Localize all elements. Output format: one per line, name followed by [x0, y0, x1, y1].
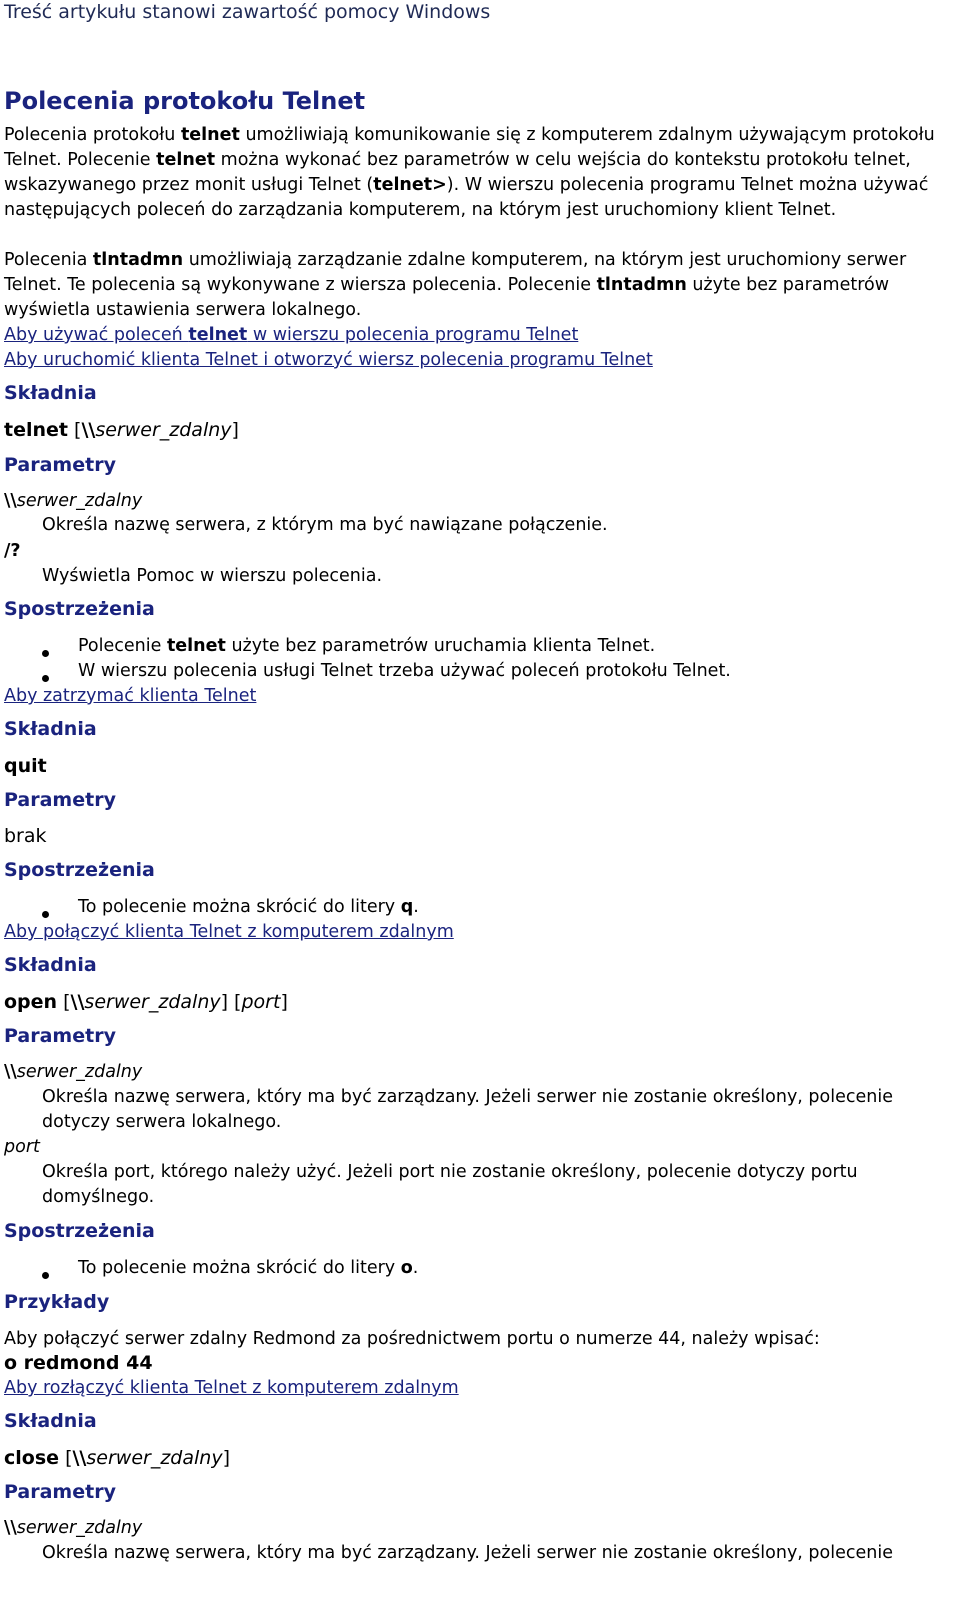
syntax-bracket: ] [231, 419, 239, 441]
intro-command: tlntadmn [596, 275, 687, 295]
syntax-slashes: \\ [72, 1447, 87, 1469]
syntax-bracket: [ [67, 419, 82, 441]
param-description: Określa nazwę serwera, który ma być zarządzany. Jeżeli serwer nie zostanie określony, polecenie dotyczy serwera lokalnego. [42, 1087, 893, 1132]
syntax-command: telnet [4, 419, 68, 441]
syntax-bracket: [ [59, 1447, 73, 1469]
bullet-icon [42, 642, 49, 662]
params-heading: Parametry [4, 1025, 116, 1047]
remarks-heading: Spostrzeżenia [4, 859, 155, 881]
link-use-telnet-commands[interactable] [4, 323, 578, 348]
link-start-telnet-client[interactable]: Aby uruchomić klienta Telnet i otworzyć wiersz polecenia programu Telnet [4, 350, 653, 370]
syntax-heading: Składnia [4, 382, 97, 404]
params-heading: Parametry [4, 1481, 116, 1503]
intro-text: można wykonać bez parametrów w celu wejścia do kontekstu protokołu telnet, wskazywanego przez monit usługi Telnet ( [4, 150, 911, 195]
link-text: Aby używać poleceń [4, 325, 189, 345]
param-description: Wyświetla Pomoc w wierszu polecenia. [42, 566, 383, 586]
syntax-parameter: port [241, 991, 281, 1013]
close-syntax [4, 1446, 230, 1471]
syntax-parameter: serwer_zdalny [95, 419, 232, 441]
remark-item [78, 634, 655, 659]
remark-text: To polecenie można skrócić do litery [78, 1258, 401, 1278]
params-none: brak [4, 825, 47, 847]
syntax-bracket: ] [222, 1447, 230, 1469]
intro-text: Polecenia protokołu [4, 125, 181, 145]
remark-command: o [400, 1258, 413, 1278]
syntax-heading: Składnia [4, 718, 97, 740]
intro-paragraph-1 [4, 123, 946, 223]
param-name-text: serwer_zdalny [16, 1518, 143, 1538]
intro-prompt: telnet> [373, 175, 447, 195]
param-name [4, 489, 142, 514]
remark-text: użyte bez parametrów uruchamia klienta Telnet. [225, 636, 656, 656]
syntax-heading: Składnia [4, 954, 97, 976]
param-slashes: \\ [4, 1518, 17, 1538]
intro-command: telnet [180, 125, 240, 145]
example-command: o redmond 44 [4, 1352, 153, 1374]
param-description: Określa port, którego należy użyć. Jeżeli port nie zostanie określony, polecenie dotyczy portu domyślnego. [42, 1162, 858, 1207]
remark-text: To polecenie można skrócić do litery [78, 897, 401, 917]
link-disconnect-telnet-client[interactable]: Aby rozłączyć klienta Telnet z komputerem zdalnym [4, 1378, 459, 1398]
param-name [4, 1516, 142, 1541]
intro-paragraph-2 [4, 248, 946, 323]
param-name [4, 1060, 142, 1085]
syntax-bracket: [ [57, 991, 71, 1013]
param-description: Określa nazwę serwera, z którym ma być nawiązane połączenie. [42, 515, 608, 535]
syntax-parameter: serwer_zdalny [84, 991, 221, 1013]
intro-text: Polecenia [4, 250, 93, 270]
page-title: Polecenia protokołu Telnet [4, 87, 366, 115]
remark-item [78, 895, 419, 920]
params-heading: Parametry [4, 454, 116, 476]
link-stop-telnet-client[interactable]: Aby zatrzymać klienta Telnet [4, 686, 257, 706]
syntax-heading: Składnia [4, 1410, 97, 1432]
intro-text: umożliwiają zarządzanie zdalne komputerem, na którym jest uruchomiony serwer Telnet. Te polecenia są wykonywane z wiersza polecenia. Polecenie [4, 250, 907, 295]
param-slashes: \\ [4, 491, 17, 511]
link-text: telnet [188, 325, 248, 345]
remark-command: telnet [166, 636, 226, 656]
remark-text: Polecenie [78, 636, 167, 656]
syntax-command: close [4, 1447, 60, 1469]
syntax-command: open [4, 991, 58, 1013]
param-description: Określa nazwę serwera, który ma być zarządzany. Jeżeli serwer nie zostanie określony, polecenie [42, 1543, 893, 1563]
intro-text: umożliwiają komunikowanie się z komputerem zdalnym używającym protokołu Telnet. Polecenie [4, 125, 935, 170]
syntax-bracket: ] [280, 991, 288, 1013]
intro-text: ). W wierszu polecenia programu Telnet można używać następujących poleceń do zarządzania komputerem, na którym jest uruchomiony klient Telnet. [4, 175, 929, 220]
example-text: Aby połączyć serwer zdalny Redmond za pośrednictwem portu o numerze 44, należy wpisać: [4, 1329, 820, 1349]
syntax-slashes: \\ [81, 419, 96, 441]
source-banner: Treść artykułu stanowi zawartość pomocy Windows [4, 1, 491, 23]
param-slashes: \\ [4, 1062, 17, 1082]
syntax-parameter: serwer_zdalny [86, 1447, 223, 1469]
open-syntax [4, 990, 288, 1015]
remark-item: W wierszu polecenia usługi Telnet trzeba używać poleceń protokołu Telnet. [78, 661, 731, 681]
syntax-bracket: ] [ [220, 991, 242, 1013]
param-name: /? [4, 541, 21, 561]
examples-heading: Przykłady [4, 1291, 110, 1313]
link-text: w wierszu polecenia programu Telnet [247, 325, 579, 345]
param-name: port [4, 1137, 40, 1157]
quit-syntax: quit [4, 755, 47, 777]
intro-command: tlntadmn [92, 250, 184, 270]
remark-item [78, 1256, 418, 1281]
params-heading: Parametry [4, 789, 116, 811]
param-name-text: serwer_zdalny [16, 491, 143, 511]
remark-text: . [413, 897, 419, 917]
remark-command: q [400, 897, 414, 917]
intro-text: użyte bez parametrów wyświetla ustawienia serwera lokalnego. [4, 275, 890, 320]
param-name-text: serwer_zdalny [16, 1062, 143, 1082]
telnet-syntax [4, 418, 239, 443]
intro-command: telnet [156, 150, 216, 170]
syntax-slashes: \\ [70, 991, 85, 1013]
remark-text: . [412, 1258, 419, 1278]
bullet-icon [42, 1264, 49, 1284]
remarks-heading: Spostrzeżenia [4, 598, 155, 620]
remarks-heading: Spostrzeżenia [4, 1220, 155, 1242]
link-connect-telnet-client[interactable]: Aby połączyć klienta Telnet z komputerem zdalnym [4, 922, 454, 942]
